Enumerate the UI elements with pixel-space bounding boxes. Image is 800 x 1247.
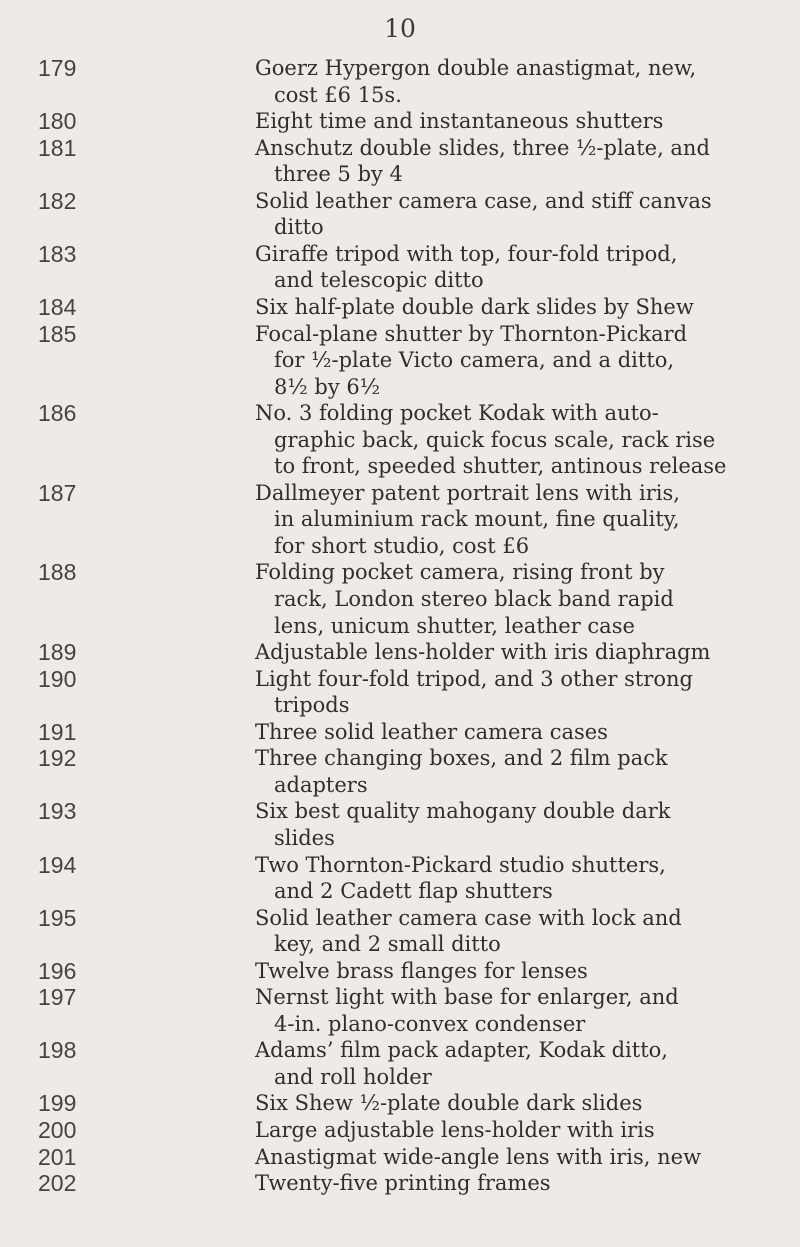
lot-description: Six best quality mahogany double dark [255, 799, 671, 824]
lot-number: 188 [38, 559, 77, 586]
lot-number: 185 [38, 320, 77, 347]
lot-number: 201 [38, 1143, 77, 1170]
lot-description-continuation: ditto [274, 215, 324, 240]
lot-number: 202 [38, 1170, 77, 1197]
lot-description: Light four-fold tripod, and 3 other strong [255, 666, 693, 691]
lot-number: 193 [38, 798, 77, 825]
lot-description: Goerz Hypergon double anastigmat, new, [255, 56, 697, 80]
lot-description: Eight time and instantaneous shutters [255, 109, 664, 134]
lot-number: 191 [38, 718, 77, 745]
lot-description-continuation: and 2 Cadett flap shutters [274, 879, 553, 904]
lot-description-continuation: for short studio, cost £6 [274, 533, 530, 558]
lot-description-continuation: adapters [274, 772, 368, 797]
lot-description-continuation: 4-in. plano-convex condenser [274, 1011, 586, 1036]
lot-description: Solid leather camera case with lock and [255, 905, 682, 930]
lot-description-continuation: tripods [274, 693, 350, 718]
lot-description: Large adjustable lens-holder with iris [255, 1118, 655, 1142]
lot-description-continuation: for ½-plate Victo camera, and a ditto, [274, 348, 675, 373]
lot-description-continuation: and roll holder [274, 1064, 432, 1089]
lot-description-continuation: key, and 2 small ditto [274, 932, 501, 957]
lot-description: Twenty-five printing frames [255, 1171, 551, 1196]
lot-description-continuation: slides [274, 825, 335, 850]
lot-description: Two Thornton-Pickard studio shutters, [255, 852, 666, 877]
lot-description: Anastigmat wide-angle lens with iris, new [255, 1144, 702, 1169]
lot-number: 180 [38, 108, 77, 135]
lot-number: 179 [38, 55, 77, 81]
lot-description: Three changing boxes, and 2 film pack [255, 746, 668, 771]
lot-description: Folding pocket camera, rising front by [255, 560, 665, 585]
lot-description: No. 3 folding pocket Kodak with auto- [255, 401, 659, 426]
lot-description-continuation: in aluminium rack mount, fine quality, [274, 507, 680, 532]
lot-description: Six Shew ½-plate double dark slides [255, 1091, 643, 1116]
lot-number: 183 [38, 240, 77, 267]
lot-number: 187 [38, 479, 77, 506]
lot-description: Six half-plate double dark slides by Shew [255, 294, 694, 319]
lot-description: Solid leather camera case, and stiff canvas [255, 188, 712, 213]
lot-description-continuation: cost £6 15s. [274, 82, 402, 107]
lot-number: 190 [38, 665, 77, 692]
lot-number: 198 [38, 1037, 77, 1064]
lot-number: 184 [38, 293, 77, 320]
lot-number: 181 [38, 134, 77, 161]
lot-description: Adjustable lens-holder with iris diaphragm [255, 640, 711, 665]
lot-number: 182 [38, 187, 77, 214]
lot-description-continuation: to front, speeded shutter, antinous release [274, 454, 727, 479]
page-number: 10 [384, 14, 416, 43]
lot-description: Twelve brass flanges for lenses [255, 958, 588, 983]
lot-description: Anschutz double slides, three ½-plate, and [255, 135, 710, 160]
lot-number: 186 [38, 400, 77, 427]
lot-description: Dallmeyer patent portrait lens with iris, [255, 480, 680, 505]
lot-description-continuation: graphic back, quick focus scale, rack rise [274, 427, 716, 452]
lot-description: Nernst light with base for enlarger, and [255, 985, 679, 1010]
lot-description: Giraffe tripod with top, four-fold tripod, [255, 241, 678, 266]
lot-description-continuation: rack, London stereo black band rapid [274, 587, 674, 611]
lot-description-continuation: lens, unicum shutter, leather case [274, 613, 635, 638]
lot-number: 199 [38, 1090, 77, 1117]
lot-number: 189 [38, 639, 77, 666]
lot-number: 195 [38, 904, 77, 931]
lot-description-continuation: three 5 by 4 [274, 162, 403, 187]
lot-number: 197 [38, 984, 77, 1011]
lot-number: 192 [38, 745, 77, 772]
lot-description-continuation: and telescopic ditto [274, 268, 484, 293]
lot-description-continuation: 8½ by 6½ [274, 374, 381, 399]
lot-description: Three solid leather camera cases [255, 719, 608, 744]
lot-number: 196 [38, 957, 77, 984]
lot-description: Adams’ film pack adapter, Kodak ditto, [255, 1038, 668, 1063]
lot-description: Focal-plane shutter by Thornton-Pickard [255, 321, 688, 346]
lot-number: 194 [38, 851, 77, 878]
lot-number: 200 [38, 1117, 77, 1143]
